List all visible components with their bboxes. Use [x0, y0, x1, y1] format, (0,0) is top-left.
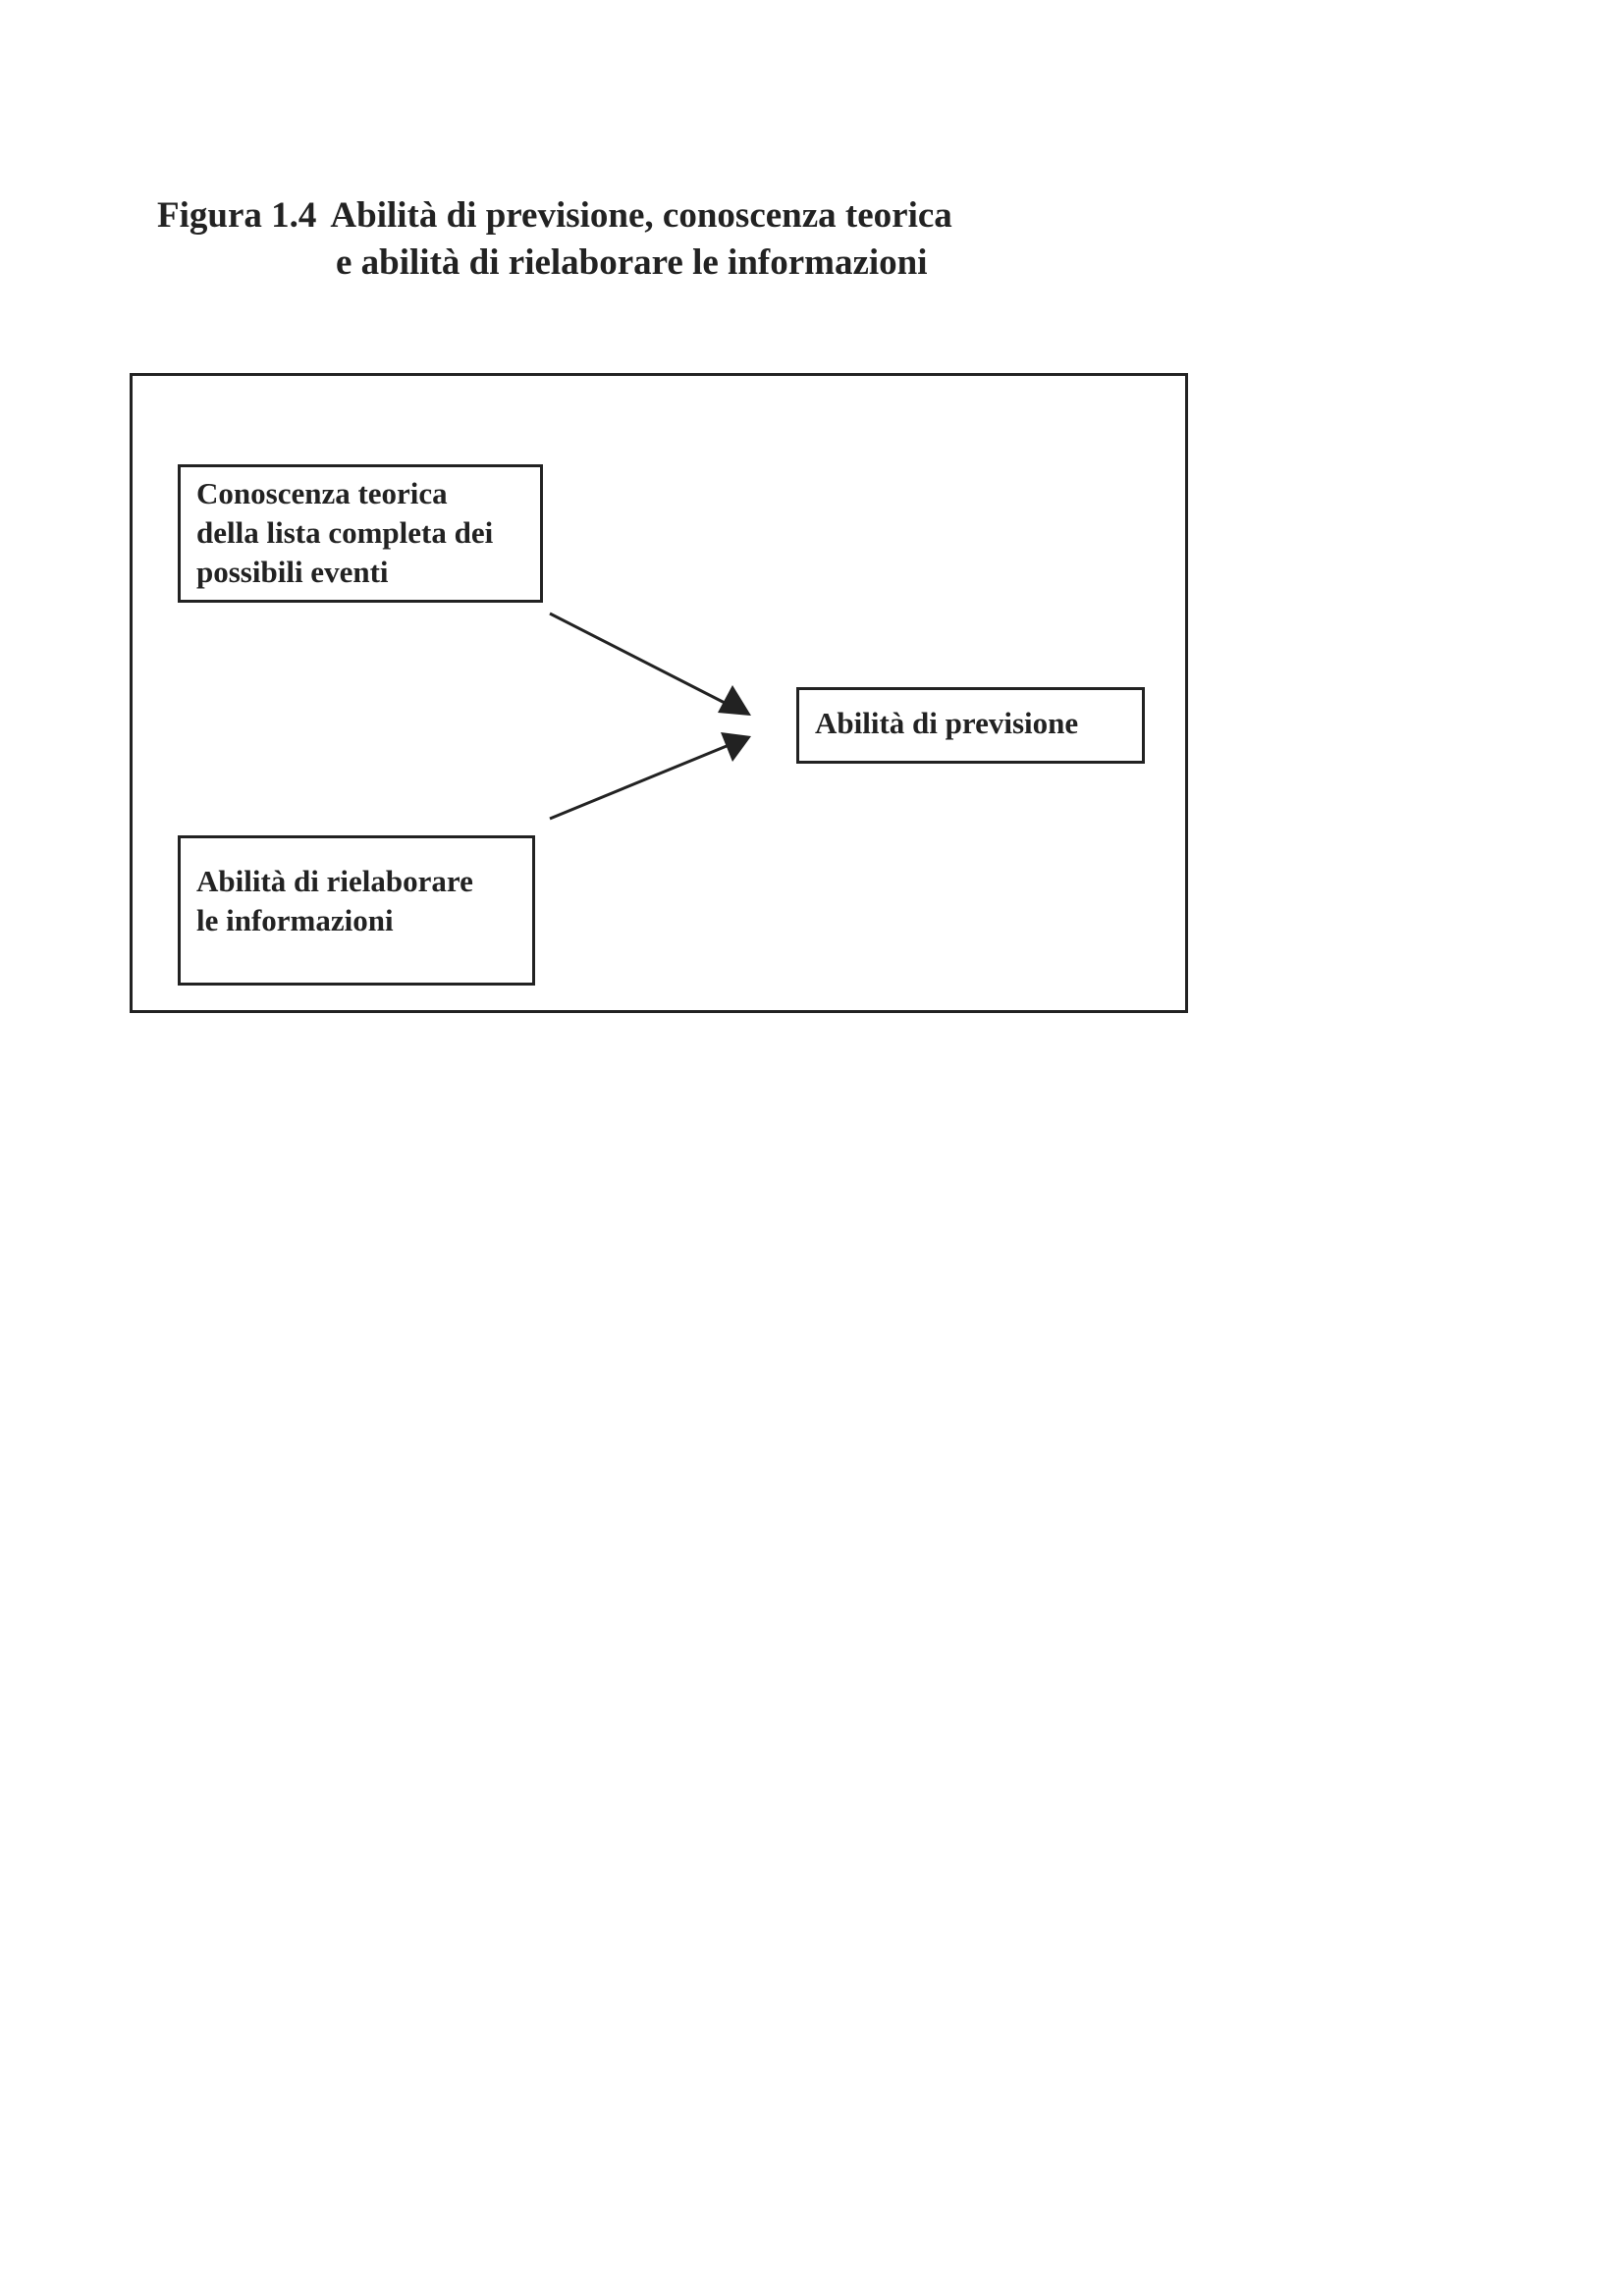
figure-title-line-2: e abilità di rielaborare le informazioni: [336, 242, 928, 283]
node-text-line: Abilità di rielaborare: [196, 864, 473, 898]
arrow-line: [550, 614, 727, 704]
node-text-line: della lista completa dei: [196, 515, 494, 550]
node-text-line: possibili eventi: [196, 555, 389, 589]
figure-number: Figura 1.4: [157, 195, 317, 236]
arrow-line: [550, 746, 727, 819]
edge-knowledge-to-forecast: [550, 614, 751, 716]
edge-processing-to-forecast: [550, 732, 751, 819]
figure-title-line-1: Abilità di previsione, conoscenza teorica: [330, 195, 952, 236]
node-text-line: Conoscenza teorica: [196, 476, 448, 510]
node-text-line: Abilità di previsione: [815, 706, 1079, 740]
node-text-line: le informazioni: [196, 903, 394, 937]
